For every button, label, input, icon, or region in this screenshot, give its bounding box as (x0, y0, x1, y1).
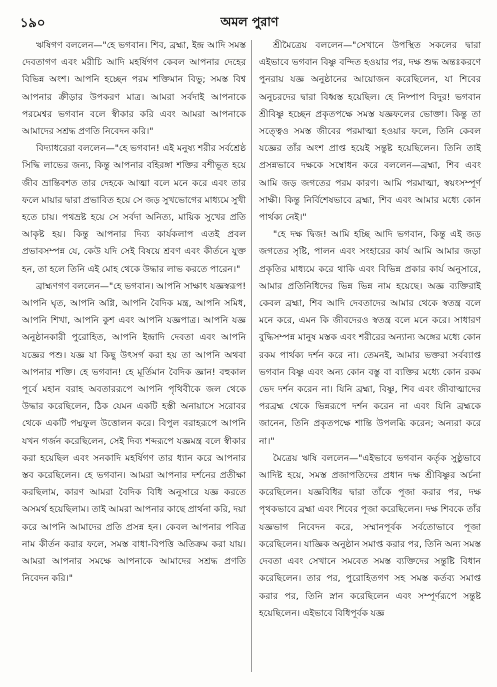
left-column (22, 38, 246, 589)
paragraph: মৈত্রেয় ঋষি বললেন—"এইভাবে ভগবান কর্তৃক সুষ্ঠুভাবে আদিষ্ট হয়ে, সমস্ত প্রজাপতিদের প্রধান দক্ষ শ্রীবিষ্ণুর অর্চনা করেছিলেন। যজ্ঞবিধির দ্বারা তাঁকে পূজা করার পর, দক্ষ পৃথকভাবে ব্রহ্মা এবং শিবের পূজা করেছিলেন। দক্ষ শিবকে তাঁর যজ্ঞভাগ নিবেদন করে, সম্মানপূর্বক সর্বতোভাবে পূজা করেছিলেন। যাজ্ঞিক অনুষ্ঠান সমাপ্ত করার পর, তিনি অন্য সমস্ত দেবতা এবং সেখানে সমবেত সমস্ত ব্যক্তিদের সন্তুষ্টি বিধান করেছিলেন। তার পর, পুরোহিতগণ সহ সমস্ত কর্তব্য সমাপ্ত করার পর, তিনি স্নান করেছিলেন এবং সম্পূর্ণরূপে সন্তুষ্ট হয়েছিলেন। এইভাবে বিধিপূর্বক যজ্ঞ (259, 453, 481, 619)
page-number: ১৯০ (20, 16, 46, 31)
right-column (259, 38, 481, 623)
running-title: অমল পুরাণ (220, 14, 279, 29)
paragraph: ঋষিগণ বললেন—"হে ভগবান। শিব, ব্রহ্মা, ইন্দ্র আদি সমস্ত দেবতাগণ এবং মরীচি আদি মহর্ষিগণ কেবল আপনার দেহের বিভিন্ন অংশ। আপনি হচ্ছেন পরম শক্তিমান বিভু; সমস্ত বিশ্ব আপনার ক্রীড়ার উপকরণ মাত্র। আমরা সর্বদাই আপনাকে পরমেশ্বর ভগবান বলে স্বীকার করি এবং আমরা আপনাকে আমাদের সশ্রদ্ধ প্রণতি নিবেদন করি।" (22, 41, 246, 138)
paragraph: "হে দক্ষ দ্বিজ! আমি হচ্ছি আদি ভগবান, কিন্তু এই জড় জগতের সৃষ্টি, পালন এবং সংহারের কার্য আমি আমার জড়া প্রকৃতির মাধ্যমে করে থাকি এবং বিভিন্ন প্রকার কার্য অনুসারে, আমার প্রতিনিধিদের ভিন্ন ভিন্ন নাম হয়েছে। অজ্ঞ ব্যক্তিরাই কেবল ব্রহ্মা, শিব আদি দেবতাদের আমার থেকে স্বতন্ত্র বলে মনে করে, এমন কি জীবদেরও স্বতন্ত্র বলে মনে করে। সাধারণ বুদ্ধিসম্পন্ন মানুষ মস্তক এবং শরীরের অন্যান্য অঙ্গের মধ্যে কোন রকম পার্থক্য দর্শন করে না। তেমনই, আমার ভক্তরা সর্বব্যাপ্ত ভগবান বিষ্ণু এবং অন্য কোন বস্তু বা ব্যক্তির মধ্যে কোন রকম ভেদ দর্শন করেন না। যিনি ব্রহ্মা, বিষ্ণু, শিব এবং জীবাত্মাদের পরব্রহ্ম থেকে ভিন্নরূপে দর্শন করেন না এবং যিনি ব্রহ্মকে জানেন, তিনি প্রকৃতপক্ষে শান্তি উপলব্ধি করেন; অন্যরা করে না।" (259, 230, 481, 447)
page-header (20, 14, 479, 32)
paragraph: বিদ্যাধরেরা বললেন—"হে ভগবান! এই মনুষ্য শরীর সর্বশ্রেষ্ঠ সিদ্ধি লাভের জন্য, কিন্তু আপনার বহিরঙ্গা শক্তির বশীভূত হয়ে জীব ভ্রান্তিবশত তার দেহকে আত্মা বলে মনে করে এবং তার ফলে মায়ার দ্বারা প্রভাবিত হয়ে সে জড় সুখভোগের মাধ্যমে সুখী হতে চায়। পথভ্রষ্ট হয়ে সে সর্বদা অনিত্য, মায়িক সুখের প্রতি আকৃষ্ট হয়। কিন্তু আপনার দিব্য কার্যকলাপ এতই প্রবল প্রভাবসম্পন্ন যে, কেউ যদি সেই বিষয়ে শ্রবণ এবং কীর্তনে যুক্ত হন, তা হলে তিনি এই মোহ থেকে উদ্ধার লাভ করতে পারেন।" (22, 144, 246, 275)
paragraph: ব্রাহ্মণগণ বললেন—"হে ভগবান। আপনি সাক্ষাৎ যজ্ঞস্বরূপ! আপনি ঘৃত, আপনি অগ্নি, আপনি বৈদিক মন্ত্র, আপনি সমিধ, আপনি শিখা, আপনি কুশ এবং আপনি যজ্ঞপাত্র। আপনি যজ্ঞ অনুষ্ঠানকারী পুরোহিত, আপনি ইন্দ্রাদি দেবতা এবং আপনি যজ্ঞের পশু। যজ্ঞ যা কিছু উৎসর্গ করা হয় তা আপনি অথবা আপনার শক্তি। হে ভগবান! হে মূর্তিমান বৈদিক জ্ঞান! বহুকাল পূর্বে মহান বরাহ অবতাররূপে আপনি পৃথিবীকে জল থেকে উদ্ধার করেছিলেন, ঠিক যেমন একটি হস্তী অনায়াসে সরোবর থেকে একটি পদ্মফুল উত্তোলন করে। বিপুল বরাহরূপে আপনি যখন গর্জন করেছিলেন, সেই দিব্য শব্দরূপে যজ্ঞমন্ত্র বলে স্বীকার করা হয়েছিল এবং সনকাদি মহর্ষিগণ তার ধ্যান করে আপনার স্তব করেছিলেন। হে ভগবান। আমরা আপনার দর্শনের প্রতীক্ষা করছিলাম, কারণ আমরা বৈদিক বিধি অনুসারে যজ্ঞ করতে অসমর্থ হয়েছিলাম। তাই আমরা আপনার কাছে প্রার্থনা করি, দয়া করে আপনি আমাদের প্রতি প্রসন্ন হন। কেবল আপনার পবিত্র নাম কীর্তন করার ফলে, সমস্ত বাধা-বিপত্তি অতিক্রম করা যায়। আমরা আপনার সমক্ষে আপনাকে আমাদের সশ্রদ্ধ প্রণতি নিবেদন করি।" (22, 281, 246, 585)
paragraph: শ্রীমৈত্রেয় বললেন—"সেখানে উপস্থিত সকলের দ্বারা এইভাবে ভগবান বিষ্ণু বন্দিত হওয়ার পর, দক্ষ শুদ্ধ অন্তঃকরণে পুনরায় যজ্ঞ অনুষ্ঠানের আয়োজন করেছিলেন, যা শিবের অনুচরদের দ্বারা বিধ্বস্ত হয়েছিল। হে নিষ্পাপ বিদুর! ভগবান শ্রীবিষ্ণু হচ্ছেন প্রকৃতপক্ষে সমস্ত যজ্ঞফলের ভোক্তা। কিন্তু তা সত্ত্বেও সমস্ত জীবের পরমাত্মা হওয়ার ফলে, তিনি কেবল যজ্ঞের তাঁর অংশ প্রাপ্ত হয়েই সন্তুষ্ট হয়েছিলেন। তিনি তাই প্রসন্নভাবে দক্ষকে সম্বোধন করে বললেন—ব্রহ্মা, শিব এবং আমি জড় জগতের পরম কারণ। আমি পরমাত্মা, স্বয়ংসম্পূর্ণ সাক্ষী। কিন্তু নির্বিশেষভাবে ব্রহ্মা, শিব এবং আমার মধ্যে কোন পার্থক্য নেই।" (259, 41, 481, 224)
column-divider (251, 40, 252, 672)
